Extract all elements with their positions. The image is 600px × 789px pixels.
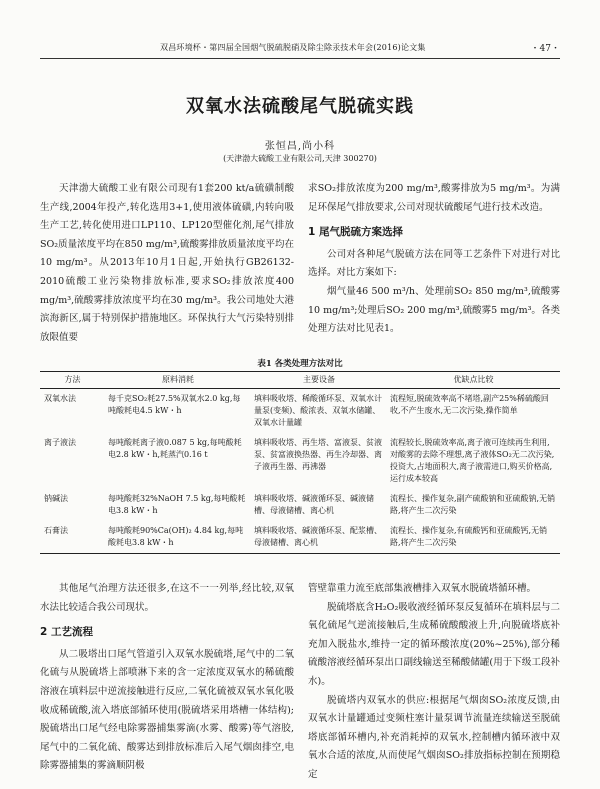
table-row — [40, 489, 560, 521]
comparison-table — [40, 371, 560, 554]
table-cell: 流程长、操作复杂,有硫酸钙和亚硫酸钙,无销路,将产生二次污染 — [387, 521, 560, 554]
table-cell: 流程长、操作复杂,副产硫酸钠和亚硫酸钠,无销路,将产生二次污染 — [390, 494, 556, 515]
section-2-continuation: 管壁靠重力流至底部集液槽排入双氧水脱硫塔循环槽。 — [308, 583, 537, 594]
header-rule — [40, 58, 560, 59]
table-cell: 钠碱法 — [44, 494, 68, 503]
paper-title: 双氧水法硫酸尾气脱硫实践 — [186, 96, 414, 117]
header-text: 双昌环境杯・第四届全国烟气脱硫脱硝及除尘除汞技术年会(2016)论文集 — [160, 43, 426, 52]
table-cell: 离子液法 — [44, 438, 76, 447]
left-column-top — [40, 180, 294, 347]
table-cell: 石膏法 — [40, 521, 105, 554]
intro-paragraph: 天津渤大硫酸工业有限公司现有1套200 kt/a硫磺制酸生产线,2004年投产,转化选用3+1,使用液体硫磺,内转向吸生产工艺,转化使用进口LP110、LP120型催化剂,尾气排放SO₂质量浓度平均在850 mg/m³,硫酸雾排放质量浓度平均在10 mg/m³。从2013年10月1日起,开始执行GB26132-2010硫酸工业污染物排放标准,要求SO₂排放浓度400 mg/m³,硫酸雾排放浓度平均在30 mg/m³。我公司地处大港滨海新区,属于特别保护措施地区。环保执行大气污染特别排放限值要 — [40, 183, 294, 343]
table-cell: 填料吸收塔、碱液循环泵、配浆槽、母液储槽、离心机 — [251, 521, 387, 554]
section-2-heading: 2 工艺流程 — [40, 626, 93, 639]
table-cell: 填料吸收塔、再生塔、富液泵、贫液泵、贫富液换热器、再生冷却器、离子液再生器、再沸器 — [254, 438, 382, 471]
table-cell: 流程短,脱硫效率高不堵塔,副产25%稀硫酸回收,不产生废水,无二次污染,操作简单 — [390, 394, 549, 415]
affiliation: (天津渤大硫酸工业有限公司,天津 300270) — [223, 154, 377, 163]
table-cell: 填料吸收塔、稀酸循环泵、双氧水计量泵(变频)、酸浓表、双氧水储罐、双氧水计量罐 — [254, 394, 382, 427]
conclusion-paragraph: 其他尾气治理方法还很多,在这不一一列举,经比较,双氧水法比较适合我公司现状。 — [40, 583, 294, 613]
table-header-equipment: 主要设备 — [251, 372, 387, 389]
table-cell: 每千克SO₂耗27.5%双氧水2.0 kg,每吨酸耗电4.5 kW・h — [108, 394, 241, 415]
section-2-paragraph-1: 从二吸塔出口尾气管道引入双氧水脱硫塔,尾气中的二氧化硫与从脱硫塔上部喷淋下来的含一定浓度双氧水的稀硫酸溶液在填料层中逆流接触进行反应,二氧化硫被双氧水氧化吸收成稀硫酸,流入塔底部循环使用(脱硫塔采用塔槽一体结构);脱硫塔出口尾气经电除雾器捕集雾滴(水雾、酸雾)等气溶胶,尾气中的二氧化硫、酸雾达到排放标准后入尾气烟囱排空,电除雾器捕集的雾滴顺阴极 — [40, 648, 294, 772]
table-row — [40, 433, 560, 489]
table-cell: 双氧水法 — [44, 394, 76, 403]
section-1-paragraph-1: 公司对各种尾气脱硫方法在同等工艺条件下对进行对比选择。对比方案如下: — [308, 248, 560, 279]
table-header-row — [40, 372, 560, 389]
right-column-top — [308, 180, 560, 339]
table-cell: 每吨酸耗32%NaOH 7.5 kg,每吨酸耗电3.8 kW・h — [108, 494, 246, 515]
table-row — [40, 389, 560, 434]
authors: 张恒昌,尚小科 — [264, 141, 336, 152]
table-header-materials: 原料消耗 — [105, 372, 251, 389]
left-column-bottom — [40, 580, 294, 776]
table-cell: 每吨酸耗离子液0.087 5 kg,每吨酸耗电2.8 kW・h,耗蒸汽0.16 t — [108, 438, 242, 459]
section-2-paragraph-2: 脱硫塔底含H₂O₂吸收液经循环泵反复循环在填料层与二氧化硫尾气逆流接触后,生成稀硫酸酸液上升,向脱硫塔底补充加入脱盐水,维持一定的循环酸浓度(20%~25%),部分稀硫酸溶液经循环泵出口副线输送至稀酸储罐(用于下级工段补水)。 — [308, 601, 560, 687]
right-column-bottom — [308, 580, 560, 785]
table-header-pros-cons: 优缺点比较 — [387, 372, 560, 389]
section-2-paragraph-3: 脱硫塔内双氧水的供应:根据尾气烟囱SO₂浓度反馈,由双氧水计量罐通过变频柱塞计量泵调节流量连续输送至脱硫塔底部循环槽内,补充消耗掉的双氧水,控制槽内循环液中双氧水合适的浓度,从而使尾气烟囱SO₂排放指标控制在预期稳定 — [308, 694, 560, 780]
table-row — [40, 521, 560, 554]
table-cell: 每吨酸耗90%Ca(OH)₂ 4.84 kg,每吨酸耗电3.8 kW・h — [105, 521, 251, 554]
table-cell: 填料吸收塔、碱液循环泵、碱液储槽、母液储槽、离心机 — [254, 494, 374, 515]
table-cell: 流程较长,脱硫效率高,离子液可连续再生利用,对酸雾的去除不理想,离子液体SO₂无二次污染,投资大,占地面积大,离子液需进口,购买价格高,运行成本较高 — [390, 438, 555, 483]
section-1-paragraph-2: 烟气量46 500 m³/h、处理前SO₂ 850 mg/m³,硫酸雾10 mg/m³;处理后SO₂ 200 mg/m³,硫酸雾5 mg/m³。各类处理方法对比见表1。 — [308, 285, 560, 335]
intro-continuation: 求SO₂排放浓度为200 mg/m³,酸雾排放为5 mg/m³。为满足环保尾气排放要求,公司对现状硫酸尾气进行技术改造。 — [308, 183, 560, 213]
table-header-method: 方法 — [40, 372, 105, 389]
page-number: ・47・ — [530, 44, 560, 54]
section-1-heading: 1 尾气脱硫方案选择 — [308, 226, 403, 239]
table-caption: 表1 各类处理方法对比 — [257, 359, 343, 369]
running-header — [40, 40, 560, 56]
